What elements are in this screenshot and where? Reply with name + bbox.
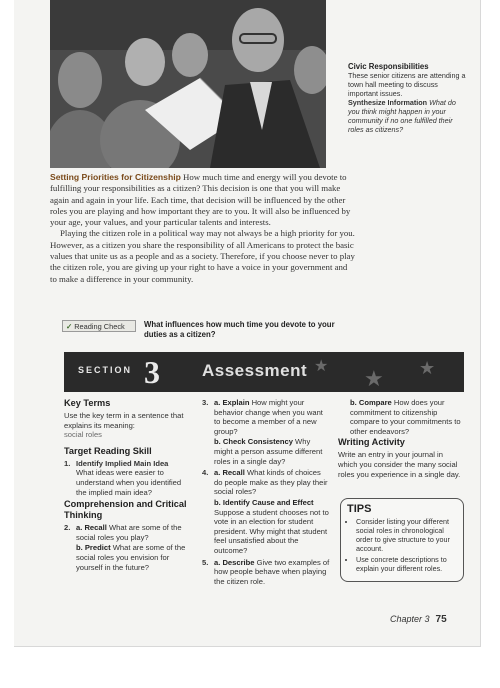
tips-title: TIPS (347, 503, 372, 515)
star-icon: ★ (364, 366, 384, 391)
question-part (214, 498, 330, 556)
question-number: 1. (64, 458, 71, 468)
chapter-label: Chapter 3 (390, 614, 430, 624)
writing-activity-heading: Writing Activity (338, 437, 405, 448)
question-part (76, 523, 192, 542)
question-text: Suppose a student chooses not to vote in an election for student president. Why might that student feel unsatisfied about the outcome? (214, 507, 329, 555)
photo-caption (348, 62, 466, 134)
question-number: 4. (202, 468, 209, 478)
question-part (214, 437, 330, 466)
question-number: 5. (202, 557, 209, 567)
question-5 (202, 558, 330, 587)
caption-question (348, 98, 466, 134)
question-part (214, 398, 330, 436)
question-text: What are some of the social roles you envision for yourself in the future? (76, 543, 186, 572)
caption-question-text: What do you think might happen in your community if no one fulfilled their roles as citizens? (348, 98, 456, 134)
question-5b (338, 398, 464, 436)
question-label: b. Check Consistency (214, 437, 293, 447)
question-text: Why might a person assume different roles in a single day? (214, 437, 323, 466)
question-4 (202, 468, 330, 555)
checkmark-icon: ✓ (66, 322, 73, 331)
comprehension-heading: Comprehension and Critical Thinking (64, 499, 187, 521)
tips-list (347, 517, 457, 573)
tips-box (340, 498, 464, 582)
star-icon: ★ (314, 358, 329, 375)
key-term: social roles (64, 430, 102, 440)
caption-text: These senior citizens are attending a town hall meeting to discuss important issues. (348, 71, 466, 98)
town-hall-photo (50, 0, 326, 168)
page-number: 75 (435, 614, 447, 625)
question-label: a. Describe (214, 557, 255, 567)
caption-synth-label: Synthesize Information (348, 98, 428, 107)
section-number: 3 (144, 354, 160, 390)
target-reading-skill-heading: Target Reading Skill (64, 445, 152, 456)
assessment-column-1 (64, 398, 192, 574)
tip-item: • Consider listing your different social roles in chronological order to give structure to your account. (356, 517, 457, 553)
body-paragraph-2: Playing the citizen role in a political way may not always be a high priority for you. However, as a citizen you share the responsibility of all Americans to protect the basic values that unite us as a people and as a society. Therefore, if you choose never to play the citizen role, you are giving up your right to have a voice in your government and to make a difference in your community. (50, 228, 355, 284)
question-label: b. Predict (76, 543, 111, 553)
body-text (50, 172, 356, 285)
question-label: Identify Implied Main Idea (76, 458, 169, 468)
caption-title: Civic Responsibilities (348, 62, 429, 71)
question-text: What ideas were easier to understand when you identified the implied main idea? (76, 468, 182, 497)
page-footer (390, 614, 447, 625)
question-label: b. Identify Cause and Effect (214, 497, 314, 507)
body-p1-text: How much time and energy will you devote to fulfilling your responsibilities as a citizen? This decision is one that you will make again and again in your life. Each time, that decision will be influenced by the other roles you are playing and how important they are to you. It will also be influenced by your age, your values, and your particular talents and interests. (50, 172, 351, 228)
question-text: What kinds of choices do people make as they play their social roles? (214, 468, 328, 497)
question-number: 2. (64, 523, 71, 533)
tip-item: • Use concrete descriptions to explain your different roles. (356, 555, 457, 573)
question-label: a. Explain (214, 398, 250, 407)
question-part (214, 468, 330, 497)
key-terms-text: Use the key term in a sentence that explains its meaning: (64, 411, 184, 430)
assessment-banner (64, 352, 464, 392)
reading-check (62, 320, 362, 344)
section-label: SECTION (78, 365, 133, 375)
question-number: 3. (202, 398, 209, 407)
question-label: a. Recall (76, 523, 107, 533)
question-1 (64, 459, 192, 497)
question-3 (202, 398, 330, 466)
section-heading: Setting Priorities for Citizenship (50, 172, 181, 182)
photo-illustration (50, 0, 326, 168)
key-terms-heading: Key Terms (64, 398, 111, 408)
question-text: How might your behavior change when you want to become a member of a new group? (214, 398, 323, 436)
reading-check-badge (62, 320, 136, 332)
writing-activity-text: Write an entry in your journal in which you consider the many social roles you experience in a single day. (338, 450, 461, 479)
question-part (76, 543, 192, 572)
reading-check-question: What influences how much time you devote to your duties as a citizen? (144, 320, 335, 339)
question-2 (64, 523, 192, 572)
body-paragraph-1 (50, 172, 356, 228)
assessment-column-3 (338, 398, 464, 485)
question-label: a. Recall (214, 468, 245, 478)
question-text: What are some of the social roles you play? (76, 523, 182, 542)
assessment-title: Assessment (202, 361, 308, 380)
assessment-column-2 (202, 398, 330, 588)
question-part (214, 558, 330, 587)
question-text: Give two examples of how people behave when playing the citizen role. (214, 557, 330, 586)
reading-check-label: Reading Check (74, 322, 125, 331)
question-text: How does your commitment to citizenship compare to your commitments to other endeavors? (350, 398, 461, 436)
question-label: b. Compare (350, 398, 392, 407)
star-icon: ★ (419, 358, 436, 378)
